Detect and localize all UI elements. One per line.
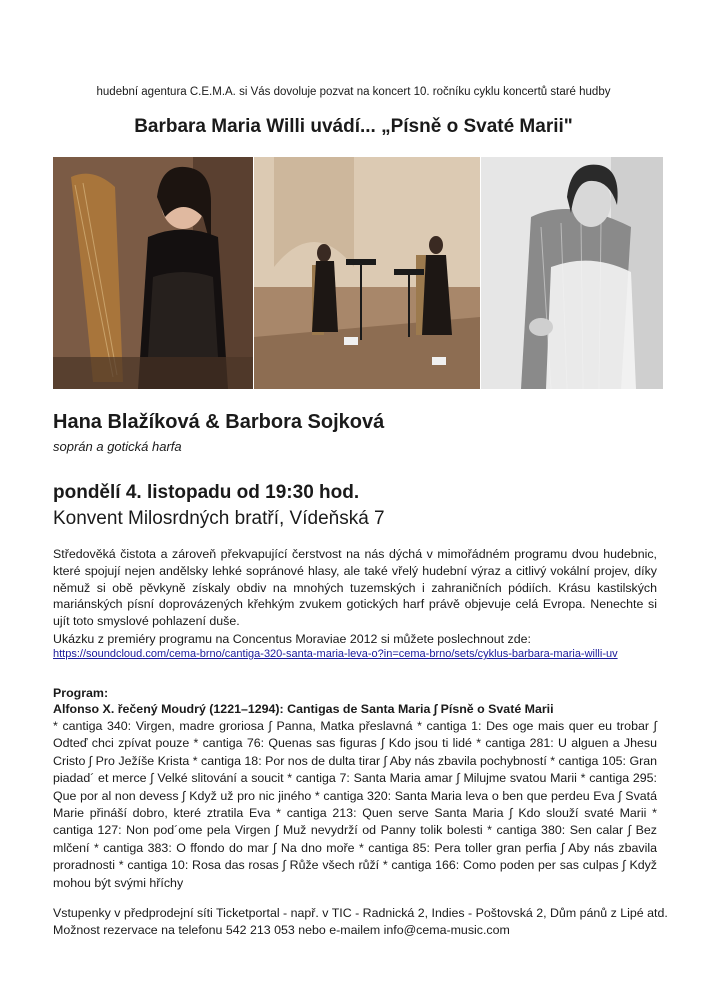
photo-harpist-bw — [481, 157, 663, 389]
tickets-line-presale: Vstupenky v předprodejní síti Ticketportal - např. v TIC - Radnická 2, Indies - Poštovská 2, Dům pánů z Lipé atd. — [53, 906, 668, 920]
photo-strip — [53, 157, 663, 389]
harpist-portrait-image — [53, 157, 253, 389]
description-text: Středověká čistota a zároveň překvapující čerstvost na nás dýchá v mimořádném programu dvou hudebnic, které spojují nejen andělsky lehké sopránové hlasy, ale také vřelý hudební výraz a citlivý vokální projev, díky němuž si obě pěvkyně získaly obdiv na mnohých tuzemských i zahraničních pódiích. Krásu kastilských mariánských písní doprovázených křehkým zvukem gotických harf právě objevuje celá Evropa. Nenechte si ujít toto smyslové pohlazení duše. — [53, 547, 657, 629]
recording-intro: Ukázku z premiéry programu na Concentus Moraviae 2012 si můžete poslechnout zde: — [53, 632, 531, 646]
performers-heading: Hana Blažíková & Barbora Sojková — [53, 411, 385, 433]
description — [53, 546, 657, 630]
photo-concert-hall — [254, 157, 480, 389]
intro-line: hudební agentura C.E.M.A. si Vás dovoluje pozvat na koncert 10. ročníku cyklu koncertů staré hudby — [96, 86, 611, 98]
program-list: * cantiga 340: Virgen, madre groriosa ∫ Panna, Matka přeslavná * cantiga 1: Des oge mais quer eu trobar ∫ Odteď chci zpívat pouze * cantiga 76: Quenas sas figuras ∫ Kdo jsou ti lidé * cantiga 281: U alguen a Jhesu Cristo ∫ Pro Ježíše Krista * cantiga 18: Por nos de dulta tirar ∫ Aby nás zbavila pochybností * cantiga 105: Gran piadad´ et merce ∫ Velké slitování a soucit * cantiga 7: Santa Maria amar ∫ Milujme svatou Marii * cantiga 295: Que por al non devess ∫ Když už pro nic jiného * cantiga 320: Santa Maria leva o ben que perdeu Eva ∫ Svatá Marie přináší dobro, které ztratila Eva * cantiga 213: Quen serve Santa Maria ∫ Kdo slouží svaté Marii * cantiga 127: Non pod´ome pela Virgen ∫ Muž nevydrží od Panny tolik bolesti * cantiga 380: Sen calar ∫ Bez mlčení * cantiga 383: O ffondo do mar ∫ Na dno moře * cantiga 85: Pera toller gran perfia ∫ Aby nás zbavila proradnosti * cantiga 10: Rosa das rosas ∫ Růže všech růží * cantiga 166: Como poden per sas culpas ∫ Když mohou být svými hříchy — [53, 719, 657, 890]
harpist-bw-image — [481, 157, 663, 389]
tickets-line-reservation: Možnost rezervace na telefonu 542 213 053 nebo e-mailem info@cema-music.com — [53, 923, 510, 937]
soundcloud-link[interactable]: https://soundcloud.com/cema-brno/cantiga-320-santa-maria-leva-o?in=cema-brno/sets/cyklus-barbara-maria-willi-uv — [53, 648, 618, 660]
concert-hall-image — [254, 157, 480, 389]
tickets-info — [53, 905, 668, 939]
performers-subtitle: soprán a gotická harfa — [53, 439, 182, 454]
photo-harpist-portrait — [53, 157, 253, 389]
program-heading: Alfonso X. řečený Moudrý (1221–1294): Cantigas de Santa Maria ∫ Písně o Svaté Marii — [53, 702, 554, 716]
concert-title: Barbara Maria Willi uvádí... „Písně o Svaté Marii" — [134, 116, 573, 137]
program-label: Program: — [53, 686, 109, 700]
event-date: pondělí 4. listopadu od 19:30 hod. — [53, 482, 360, 503]
event-venue: Konvent Milosrdných bratří, Vídeňská 7 — [53, 508, 385, 529]
